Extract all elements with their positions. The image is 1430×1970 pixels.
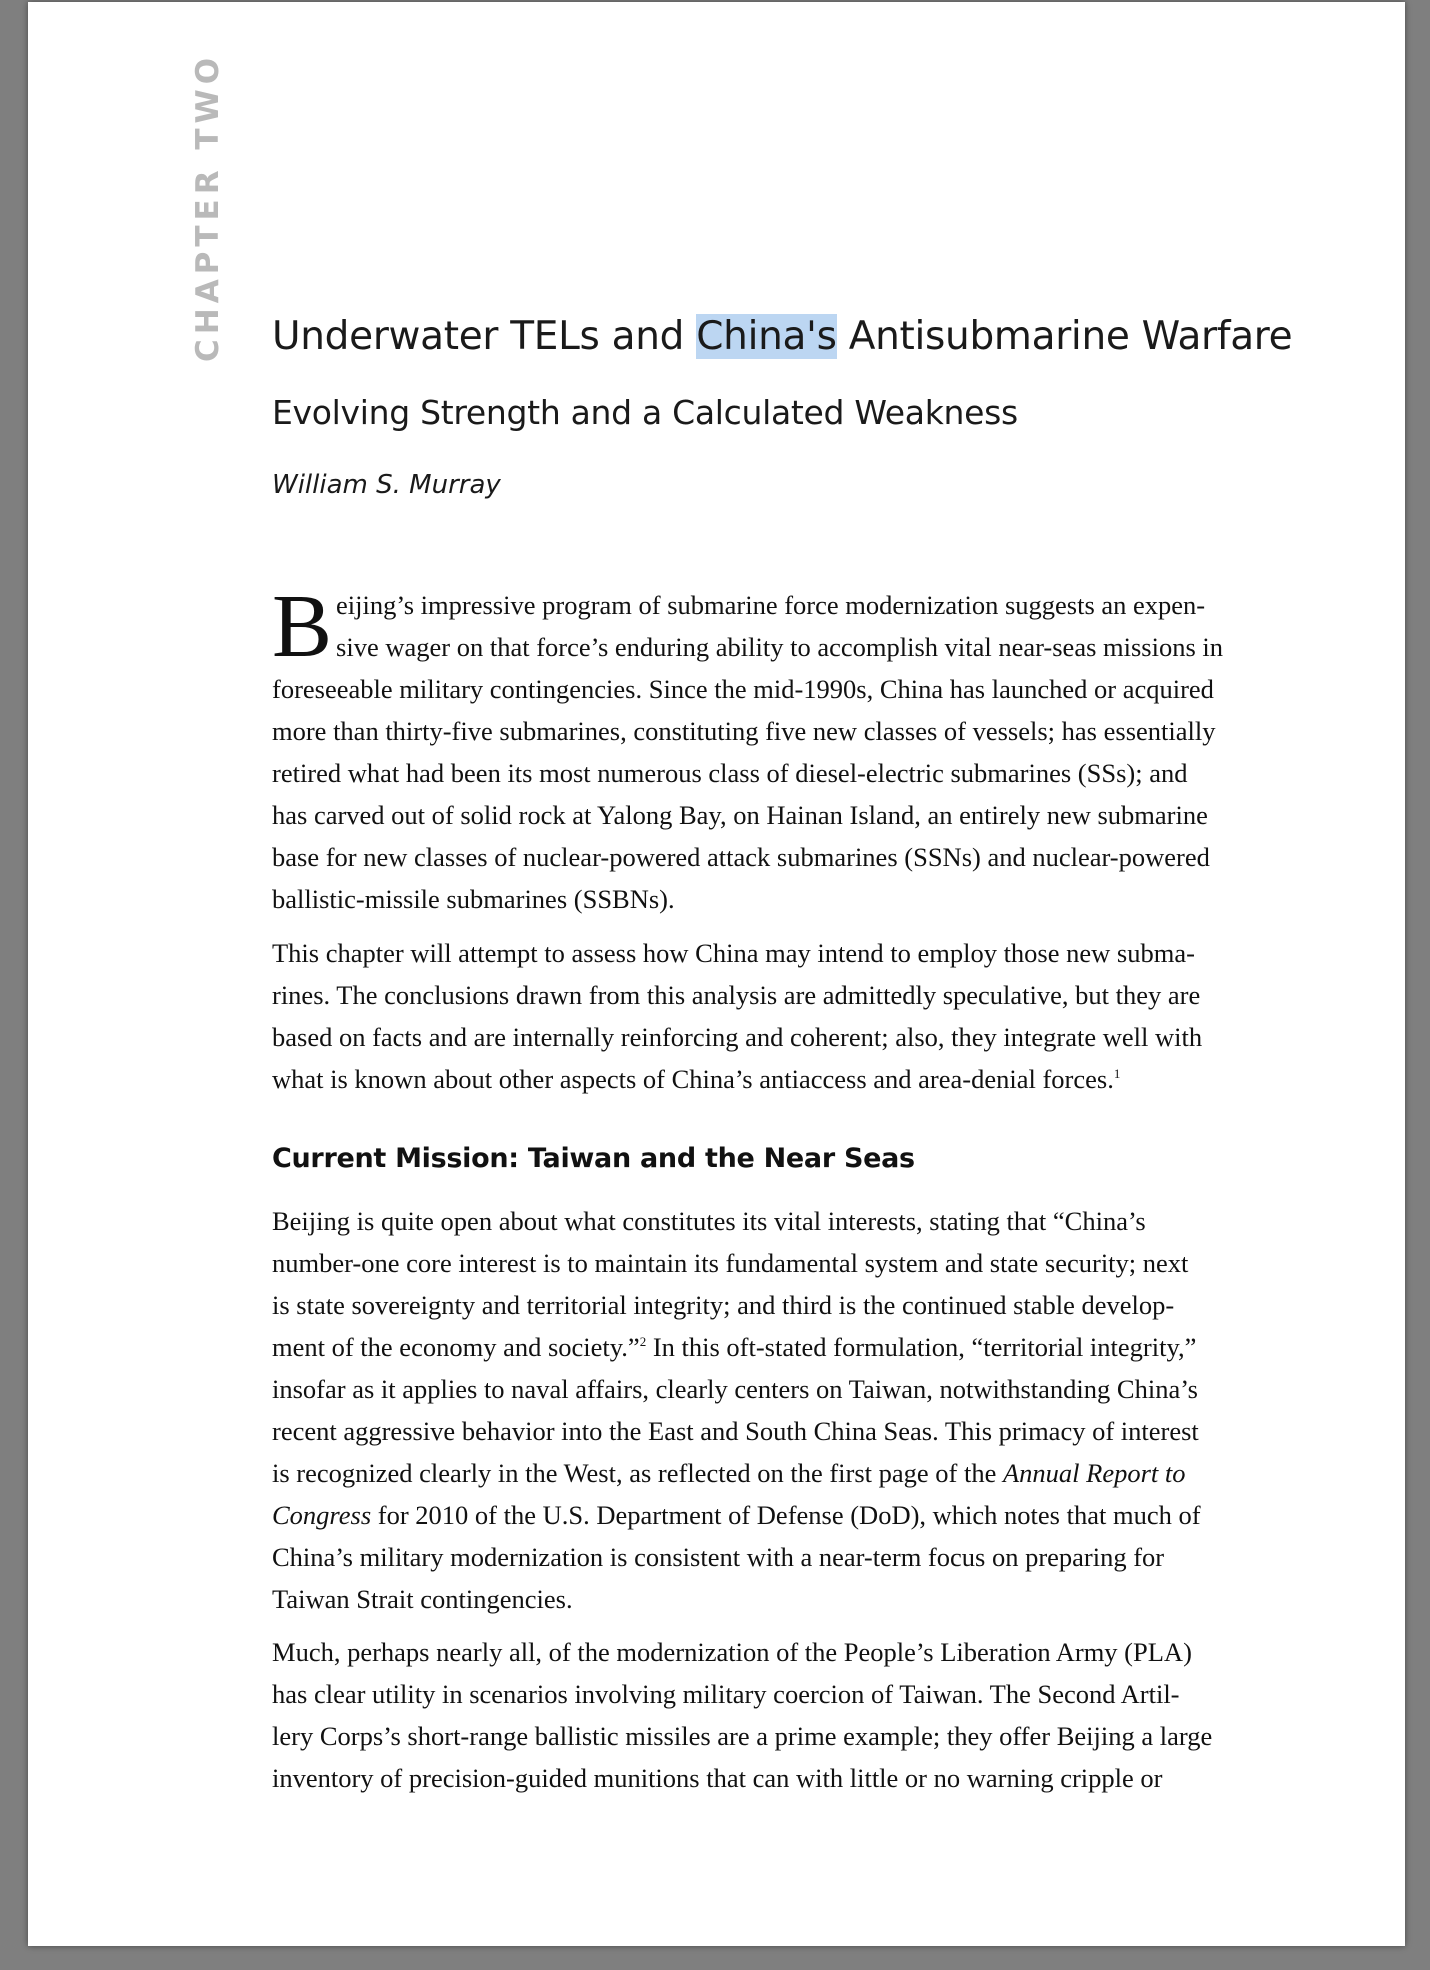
text-line [272,1494,1282,1536]
text-line: number-one core interest is to maintain its fundamental system and state security; next [272,1248,1189,1278]
footnote-marker[interactable]: 1 [1113,1066,1121,1081]
paragraph-4 [272,1631,1282,1799]
text-segment: what is known about other aspects of China’s antiaccess and area-denial forces. [272,1064,1114,1094]
title-text-start: Underwater TELs and [272,314,697,359]
title-text-end: Antisubmarine Warfare [836,314,1293,359]
document-page [28,2,1405,1946]
text-line: Taiwan Strait contingencies. [272,1584,573,1614]
text-line: inventory of precision-guided munitions that can with little or no warning cripple or [272,1763,1163,1793]
footnote-marker[interactable]: 2 [639,1334,647,1349]
text-line: Much, perhaps nearly all, of the modernization of the People’s Liberation Army (PLA) [272,1637,1192,1667]
text-segment: for 2010 of the U.S. Department of Defense (DoD), which notes that much of [371,1500,1201,1530]
text-selection-highlight[interactable]: China's [696,314,837,359]
drop-cap: B [272,577,333,676]
text-line: This chapter will attempt to assess how China may intend to employ those new subma- [272,938,1195,968]
text-line: is state sovereignty and territorial integrity; and third is the continued stable develop- [272,1290,1175,1320]
text-line [272,1058,1282,1100]
text-line: ballistic-missile submarines (SSBNs). [272,884,675,914]
text-line: based on facts and are internally reinforcing and coherent; also, they integrate well with [272,1022,1203,1052]
text-segment: is recognized clearly in the West, as reflected on the first page of the [272,1458,1003,1488]
text-line: base for new classes of nuclear-powered attack submarines (SSNs) and nuclear-powered [272,842,1210,872]
text-line: more than thirty-five submarines, constituting five new classes of vessels; has essentially [272,716,1216,746]
text-line: Beijing is quite open about what constitutes its vital interests, stating that “China’s [272,1206,1146,1236]
text-line [272,1326,1282,1368]
text-line: has carved out of solid rock at Yalong Bay, on Hainan Island, an entirely new submarine [272,800,1208,830]
author-name: William S. Murray [272,470,501,500]
section-heading: Current Mission: Taiwan and the Near Seas [272,1143,915,1174]
report-title-italic: Annual Report to [1003,1458,1186,1488]
text-line: sive wager on that force’s enduring ability to accomplish vital near-seas missions in [336,632,1224,662]
text-line: retired what had been its most numerous class of diesel-electric submarines (SSs); and [272,758,1188,788]
chapter-label: CHAPTER TWO [190,52,226,362]
text-line: China’s military modernization is consistent with a near-term focus on preparing for [272,1542,1165,1572]
paragraph-2 [272,932,1282,1100]
paragraph-1 [272,577,1282,920]
text-segment: ment of the economy and society.” [272,1332,640,1362]
text-line: has clear utility in scenarios involving military coercion of Taiwan. The Second Artil- [272,1679,1180,1709]
paragraph-3 [272,1200,1282,1620]
text-line [272,1452,1282,1494]
text-line: foreseeable military contingencies. Since the mid-1990s, China has launched or acquired [272,674,1214,704]
text-line: insofar as it applies to naval affairs, clearly centers on Taiwan, notwithstanding China’s [272,1374,1198,1404]
text-line: eijing’s impressive program of submarine force modernization suggests an expen- [336,590,1206,620]
text-segment: In this oft-stated formulation, “territorial integrity,” [646,1332,1197,1362]
text-line: lery Corps’s short-range ballistic missiles are a prime example; they offer Beijing a large [272,1721,1213,1751]
text-line: recent aggressive behavior into the East and South China Seas. This primacy of interest [272,1416,1199,1446]
report-title-italic: Congress [272,1500,372,1530]
chapter-subtitle: Evolving Strength and a Calculated Weakness [272,393,1018,432]
chapter-title[interactable] [272,314,1292,359]
text-line: rines. The conclusions drawn from this analysis are admittedly speculative, but they are [272,980,1201,1010]
